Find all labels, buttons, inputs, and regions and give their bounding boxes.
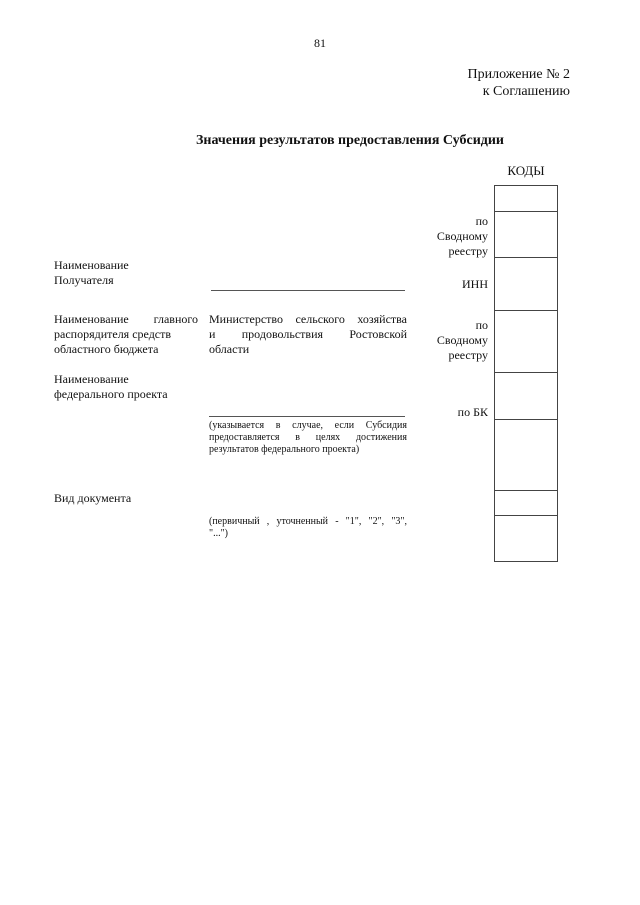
document-type-label: Вид документа [54, 491, 132, 505]
codes-row-divider [495, 515, 557, 516]
appendix-line-1: Приложение № 2 [467, 67, 570, 82]
recipient-underline [211, 290, 405, 291]
appendix-header [400, 66, 570, 100]
codes-header: КОДЫ [507, 163, 545, 178]
main-manager-label: Наименование главного распорядителя средств областного бюджета [54, 312, 198, 356]
codes-row-divider [495, 257, 557, 258]
codes-label-po-bk: по БК [457, 405, 488, 419]
federal-project-note: (указывается в случае, если Субсидия предоставляется в целях достижения результатов федерального проекта) [209, 420, 407, 455]
page-number: 81 [314, 36, 326, 50]
codes-row-divider [495, 490, 557, 491]
federal-project-underline [209, 416, 405, 417]
appendix-line-2: к Соглашению [482, 84, 570, 99]
federal-project-label: Наименование федерального проекта [54, 372, 168, 401]
codes-label-svodny-reestr-1: по Сводному реестру [436, 214, 488, 258]
document-title: Значения результатов предоставления Субсидии [196, 133, 504, 148]
codes-table [494, 185, 558, 562]
codes-label-inn: ИНН [462, 277, 488, 291]
main-manager-value: Министерство сельского хозяйства и продовольствия Ростовской области [209, 312, 407, 356]
codes-row-divider [495, 211, 557, 212]
codes-row-divider [495, 372, 557, 373]
document-type-note: (первичный , уточненный - "1", "2", "3", "...") [209, 516, 407, 539]
codes-row-divider [495, 419, 557, 420]
recipient-label: Наименование Получателя [54, 258, 129, 287]
codes-label-svodny-reestr-2: по Сводному реестру [436, 318, 488, 362]
codes-row-divider [495, 310, 557, 311]
